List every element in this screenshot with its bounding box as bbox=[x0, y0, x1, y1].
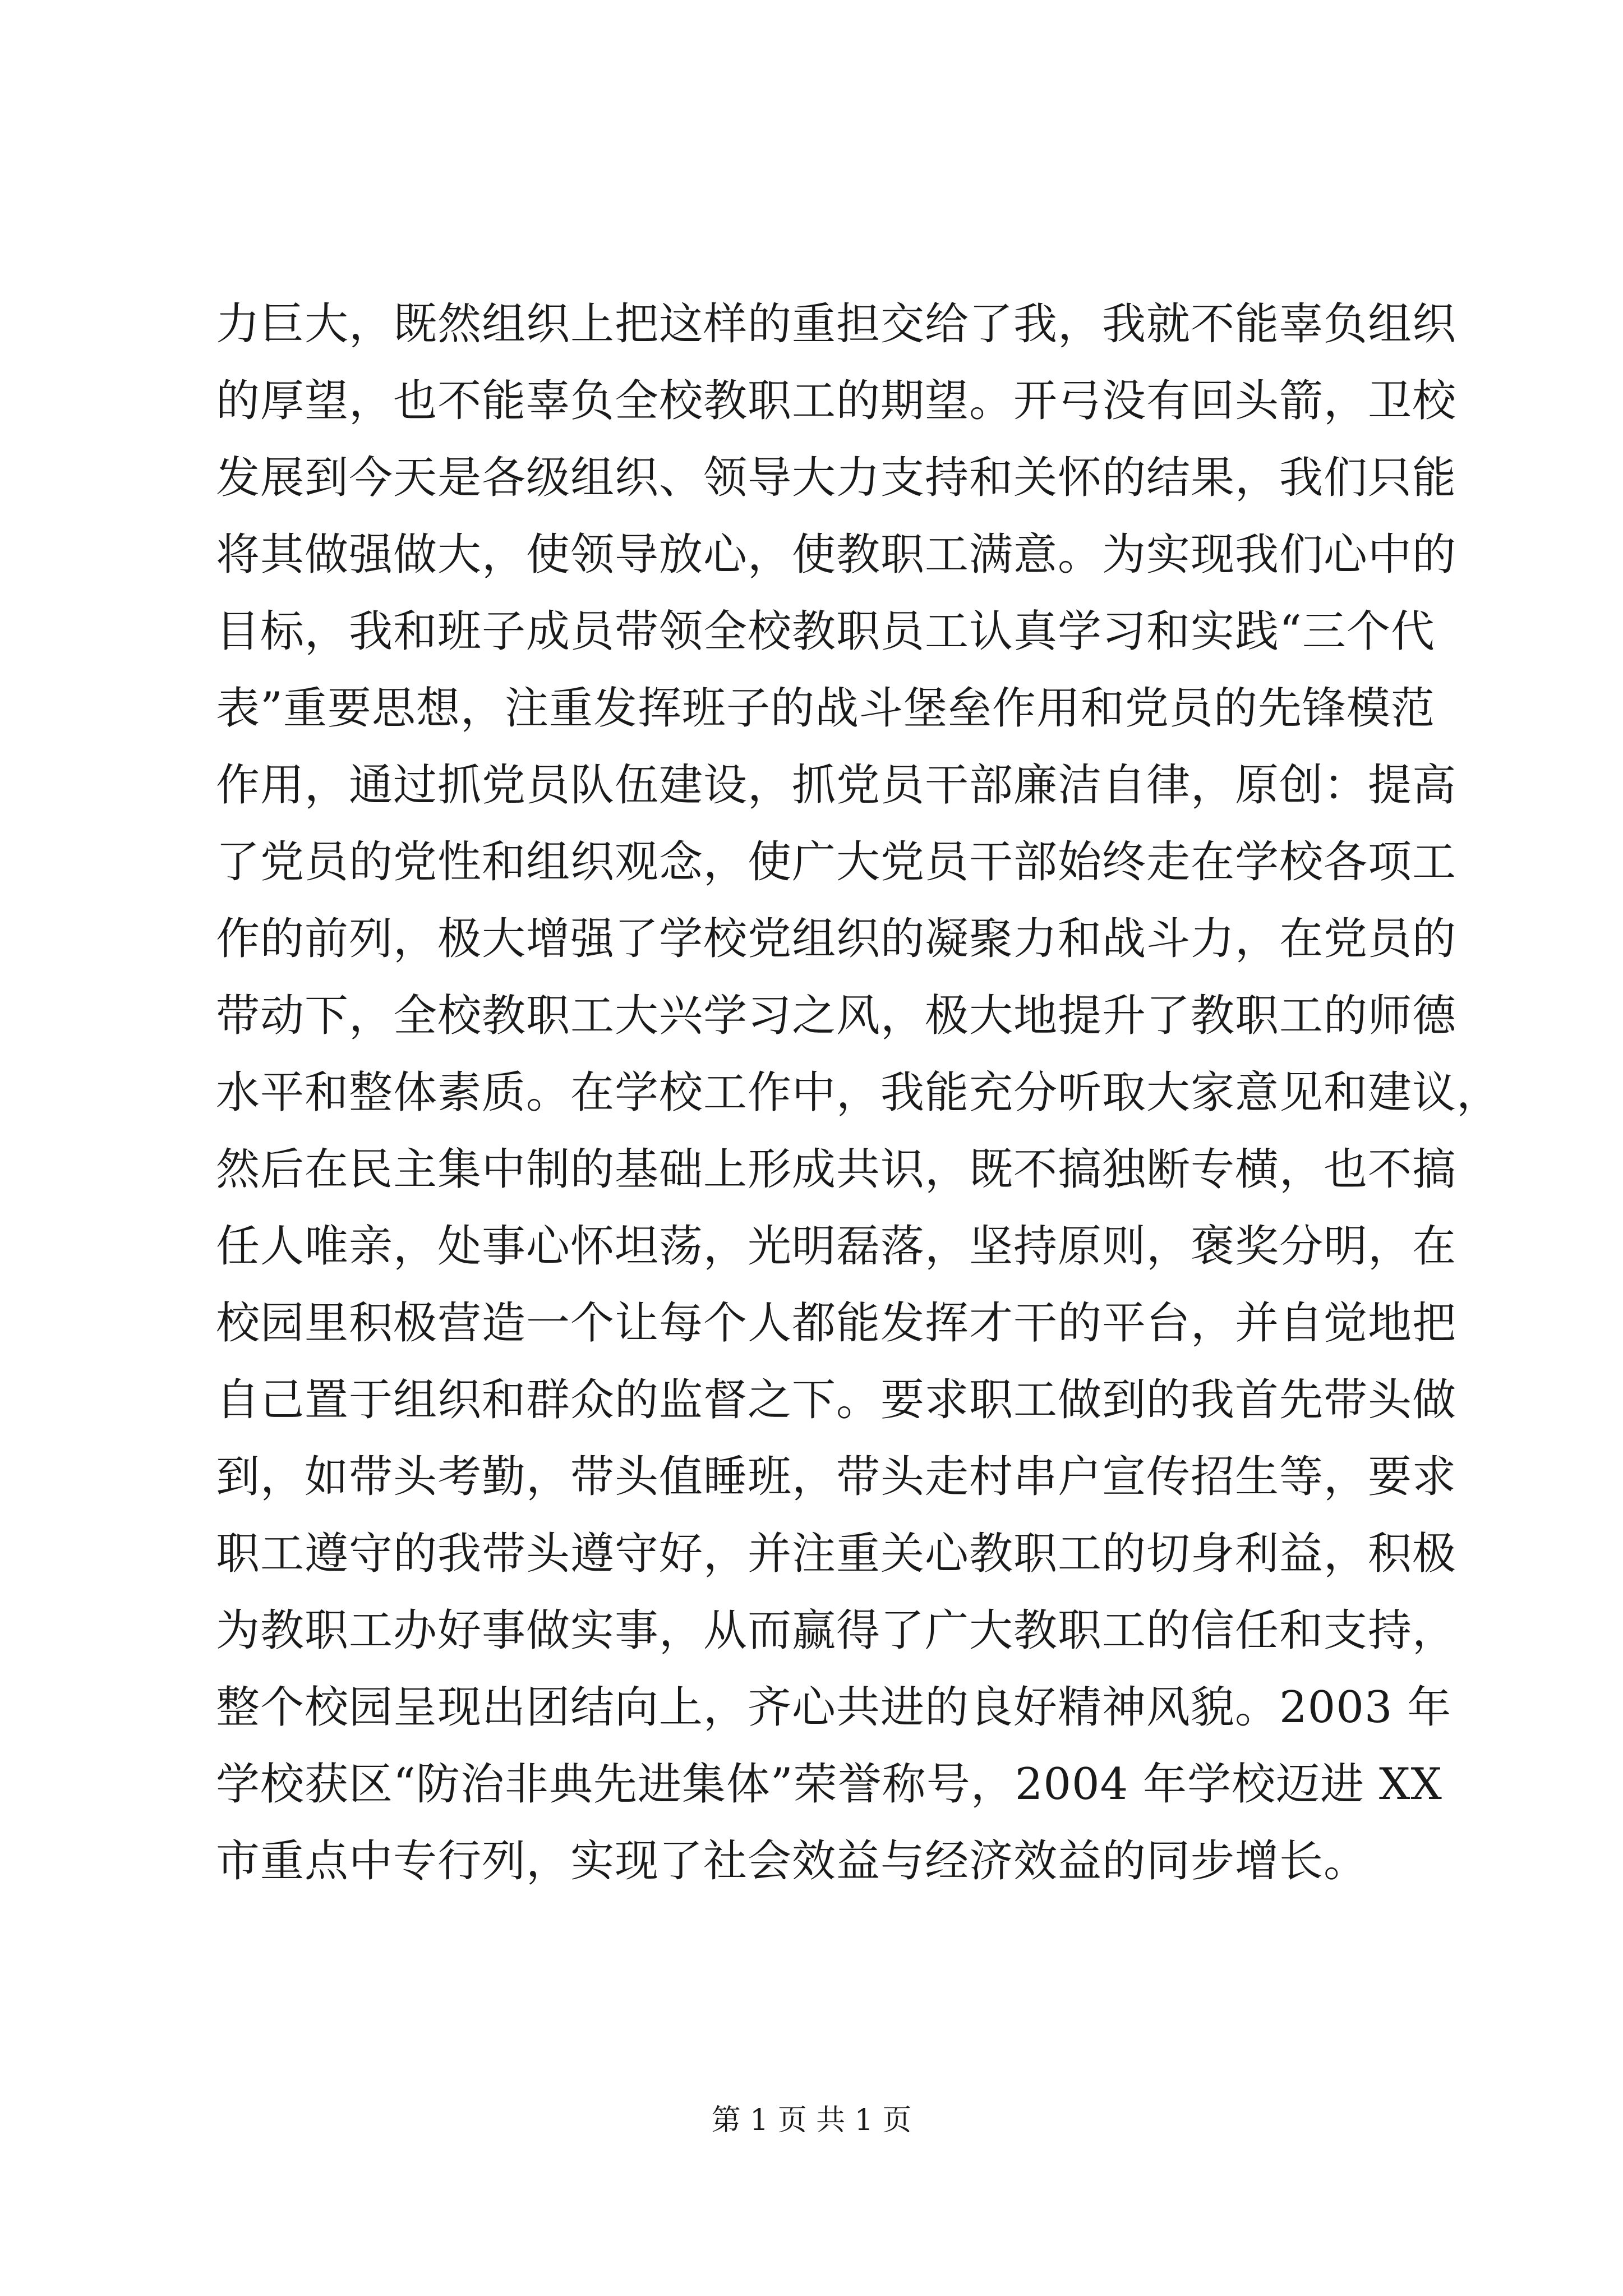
text-line: 学校获区“防治非典先进集体”荣誉称号，2004 年学校迈进 XX bbox=[216, 1759, 1442, 1810]
text-line: 的厚望，也不能辜负全校教职工的期望。开弓没有回头箭，卫校 bbox=[216, 376, 1457, 426]
body-paragraph bbox=[216, 286, 1501, 1900]
text-line: 然后在民主集中制的基础上形成共识，既不搞独断专横，也不搞 bbox=[216, 1144, 1457, 1195]
text-line: 目标，我和班子成员带领全校教职员工认真学习和实践“三个代 bbox=[216, 606, 1435, 657]
text-line: 市重点中专行列，实现了社会效益与经济效益的同步增长。 bbox=[216, 1836, 1368, 1887]
text-line: 任人唯亲，处事心怀坦荡，光明磊落，坚持原则，褒奖分明，在 bbox=[216, 1221, 1457, 1272]
text-line: 为教职工办好事做实事，从而赢得了广大教职工的信任和支持， bbox=[216, 1605, 1457, 1656]
text-line: 整个校园呈现出团结向上，齐心共进的良好精神风貌。2003 年 bbox=[216, 1682, 1452, 1733]
text-line: 校园里积极营造一个让每个人都能发挥才干的平台，并自觉地把 bbox=[216, 1298, 1457, 1349]
text-line: 自己置于组织和群众的监督之下。要求职工做到的我首先带头做 bbox=[216, 1375, 1457, 1425]
text-line: 带动下，全校教职工大兴学习之风，极大地提升了教职工的师德 bbox=[216, 991, 1457, 1041]
text-line: 将其做强做大，使领导放心，使教职工满意。为实现我们心中的 bbox=[216, 530, 1457, 580]
text-line: 发展到今天是各级组织、领导大力支持和关怀的结果，我们只能 bbox=[216, 453, 1457, 503]
text-line: 了党员的党性和组织观念，使广大党员干部始终走在学校各项工 bbox=[216, 837, 1457, 887]
page-number-footer: 第 1 页 共 1 页 bbox=[711, 2104, 912, 2137]
text-line: 力巨大，既然组织上把这样的重担交给了我，我就不能辜负组织 bbox=[216, 299, 1457, 349]
text-line: 作的前列，极大增强了学校党组织的凝聚力和战斗力，在党员的 bbox=[216, 914, 1457, 964]
text-line: 职工遵守的我带头遵守好，并注重关心教职工的切身利益，积极 bbox=[216, 1529, 1457, 1579]
text-line: 到，如带头考勤，带头值睡班，带头走村串户宣传招生等，要求 bbox=[216, 1452, 1457, 1502]
text-line: 作用，通过抓党员队伍建设，抓党员干部廉洁自律，原创：提高 bbox=[216, 760, 1457, 811]
text-line: 水平和整体素质。在学校工作中，我能充分听取大家意见和建议， bbox=[216, 1068, 1501, 1118]
text-line: 表”重要思想，注重发挥班子的战斗堡垒作用和党员的先锋模范 bbox=[216, 683, 1435, 734]
